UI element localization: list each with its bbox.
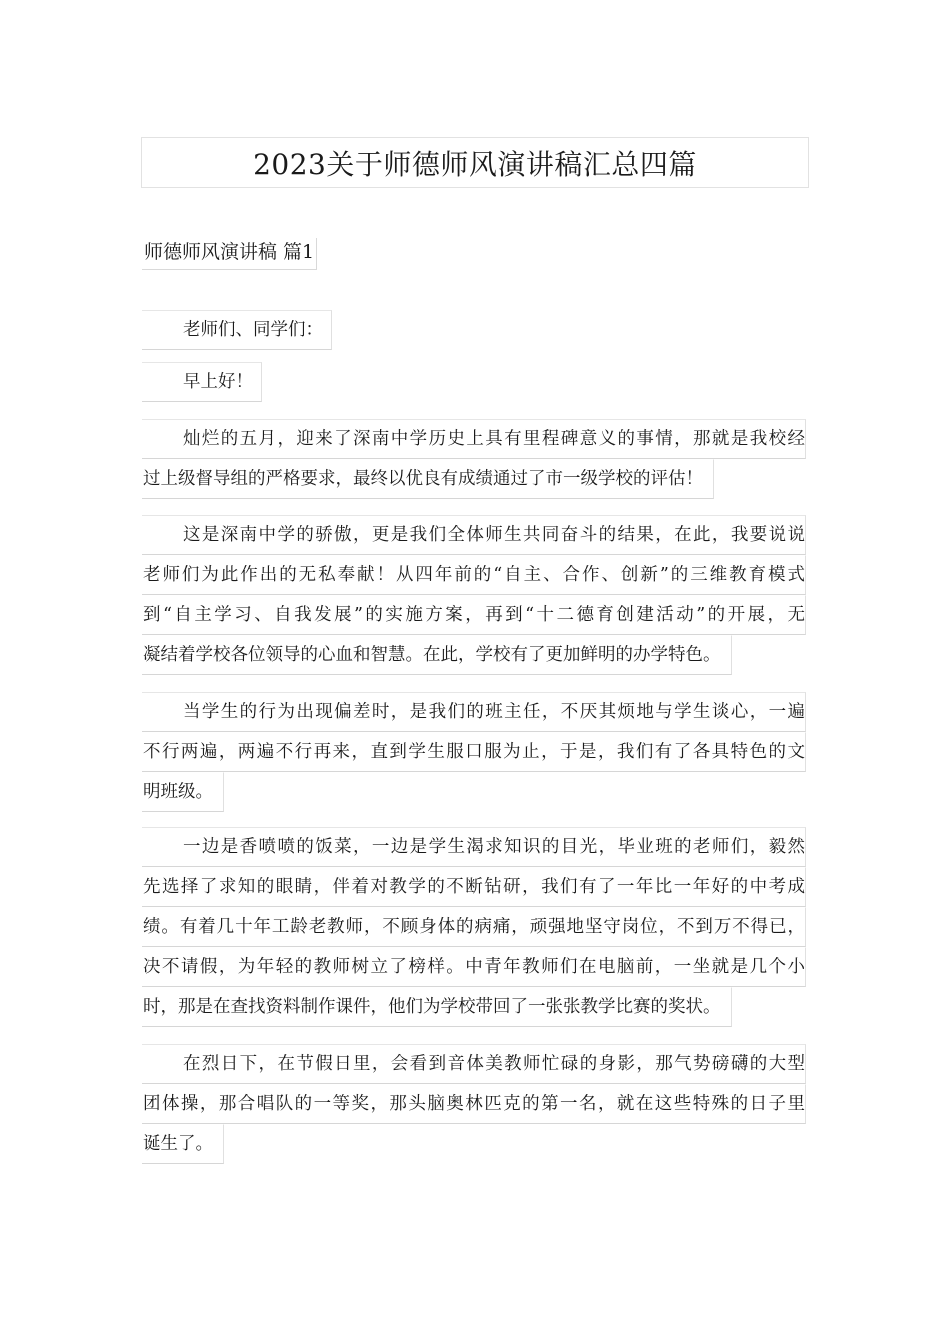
greeting-line: 老师们、同学们： bbox=[142, 310, 332, 350]
paragraph-line: 老师们为此作出的无私奉献！从四年前的“自主、合作、创新”的三维教育模式 bbox=[142, 555, 806, 595]
body-paragraph-3 bbox=[142, 692, 806, 817]
paragraph-line: 在烈日下，在节假日里，会看到音体美教师忙碌的身影，那气势磅礴的大型 bbox=[142, 1044, 806, 1084]
paragraph-line: 不行两遍，两遍不行再来，直到学生服口服为止，于是，我们有了各具特色的文 bbox=[142, 732, 806, 772]
paragraph-line: 一边是香喷喷的饭菜，一边是学生渴求知识的目光，毕业班的老师们，毅然 bbox=[142, 827, 806, 867]
paragraph-line: 明班级。 bbox=[142, 772, 224, 812]
paragraph-line: 这是深南中学的骄傲，更是我们全体师生共同奋斗的结果，在此，我要说说 bbox=[142, 515, 806, 555]
paragraph-line: 先选择了求知的眼睛，伴着对教学的不断钻研，我们有了一年比一年好的中考成 bbox=[142, 867, 806, 907]
salutation-line: 早上好！ bbox=[142, 362, 262, 402]
body-paragraph-4 bbox=[142, 827, 806, 1032]
greeting-paragraph bbox=[142, 310, 806, 355]
salutation-paragraph bbox=[142, 362, 806, 407]
paragraph-line: 决不请假，为年轻的教师树立了榜样。中青年教师们在电脑前，一坐就是几个小 bbox=[142, 947, 806, 987]
paragraph-line: 时，那是在查找资料制作课件，他们为学校带回了一张张教学比赛的奖状。 bbox=[142, 987, 732, 1027]
paragraph-line: 诞生了。 bbox=[142, 1124, 224, 1164]
paragraph-line: 绩。有着几十年工龄老教师，不顾身体的病痛，顽强地坚守岗位，不到万不得已， bbox=[142, 907, 806, 947]
section-heading-text: 师德师风演讲稿 篇1 bbox=[144, 241, 315, 263]
paragraph-line: 凝结着学校各位领导的心血和智慧。在此，学校有了更加鲜明的办学特色。 bbox=[142, 635, 732, 675]
paragraph-line: 灿烂的五月，迎来了深南中学历史上具有里程碑意义的事情，那就是我校经 bbox=[142, 419, 806, 459]
document-title-box bbox=[141, 137, 809, 188]
body-paragraph-2 bbox=[142, 515, 806, 680]
document-title: 2023关于师德师风演讲稿汇总四篇 bbox=[253, 147, 697, 181]
paragraph-line: 到“自主学习、自我发展”的实施方案，再到“十二德育创建活动”的开展，无 bbox=[142, 595, 806, 635]
section-heading bbox=[142, 238, 317, 270]
paragraph-line: 当学生的行为出现偏差时，是我们的班主任，不厌其烦地与学生谈心，一遍 bbox=[142, 692, 806, 732]
paragraph-line: 团体操，那合唱队的一等奖，那头脑奥林匹克的第一名，就在这些特殊的日子里 bbox=[142, 1084, 806, 1124]
paragraph-line: 过上级督导组的严格要求，最终以优良有成绩通过了市一级学校的评估！ bbox=[142, 459, 714, 499]
body-paragraph-1 bbox=[142, 419, 806, 504]
body-paragraph-5 bbox=[142, 1044, 806, 1169]
